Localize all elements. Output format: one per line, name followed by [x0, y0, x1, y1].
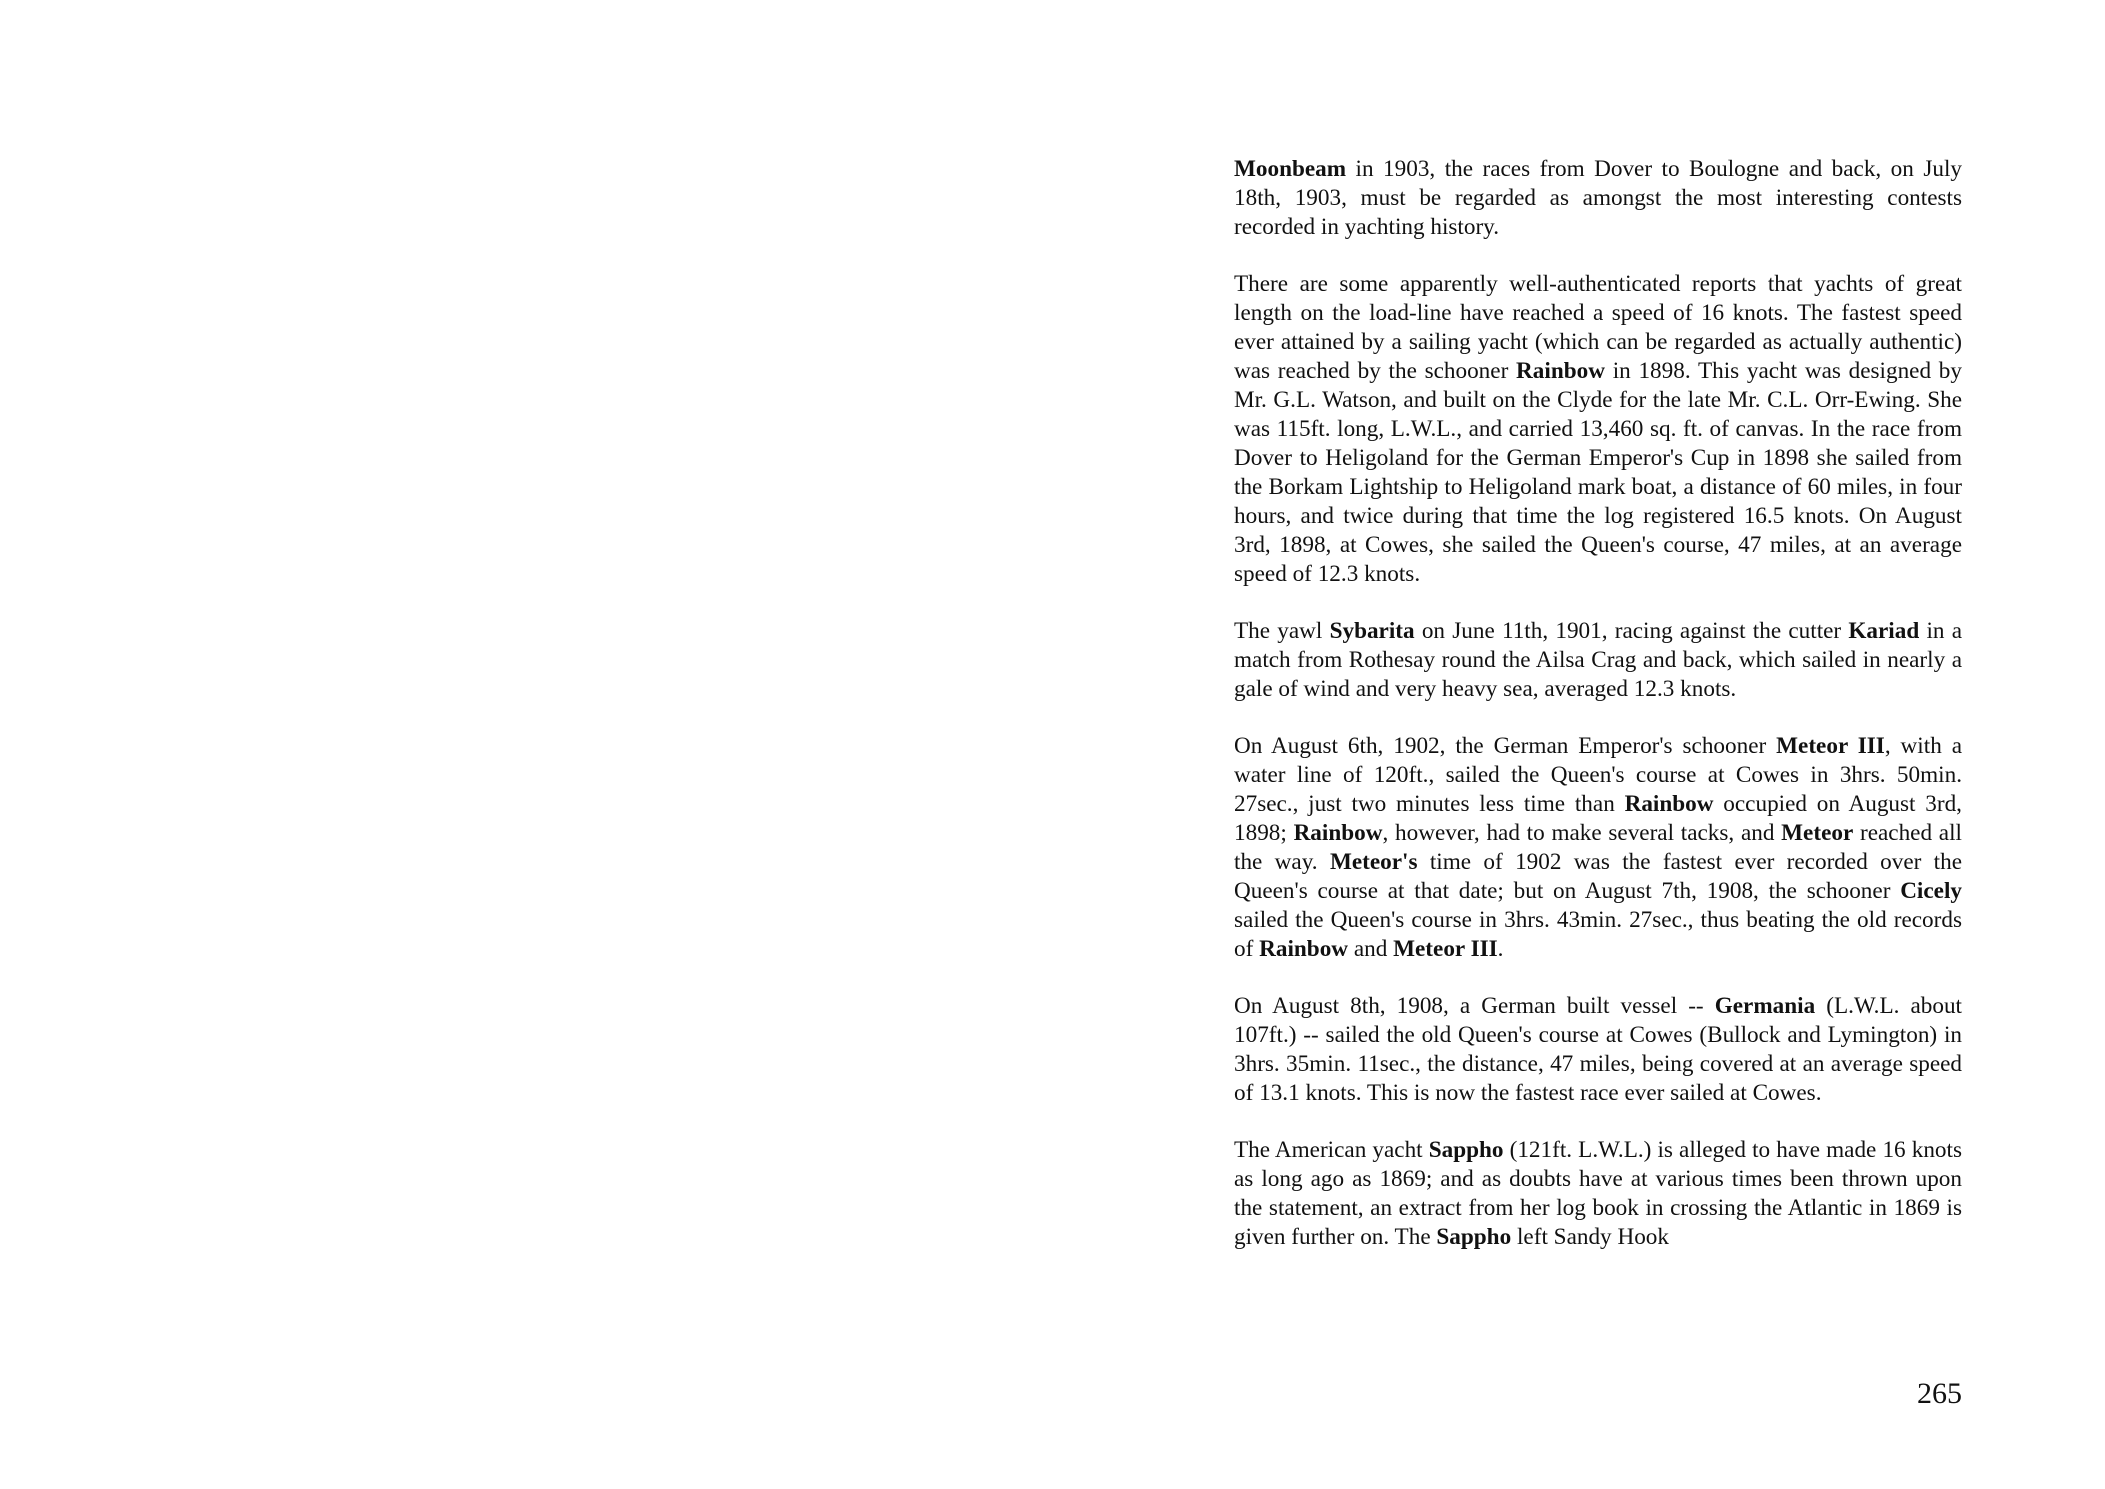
text-run: sailed the Queen's course in 3hrs. 43min. 27sec., thus beating the old records of [1234, 907, 1962, 962]
yacht-name: Cicely [1900, 878, 1962, 904]
yacht-name: Rainbow [1516, 358, 1605, 384]
paragraph-rainbow-speed [1234, 270, 1962, 589]
text-run: in 1898. This yacht was designed by Mr. G.L. Watson, and built on the Clyde for the late Mr. C.L. Orr-Ewing. She was 115ft. long, L.W.L., and carried 13,460 sq. ft. of canvas. In the race from Dover to Heligoland for the German Emperor's Cup in 1898 she sailed from the Borkam Lightship to Heligoland mark boat, a distance of 60 miles, in four hours, and twice during that time the log registered 16.5 knots. On August 3rd, 1898, at Cowes, she sailed the Queen's course, 47 miles, at an average speed of 12.3 knots. [1234, 358, 1962, 587]
text-run: The yawl [1234, 618, 1330, 644]
text-run: On August 6th, 1902, the German Emperor's schooner [1234, 733, 1777, 759]
yacht-name: Rainbow [1293, 820, 1383, 846]
yacht-name: Moonbeam [1234, 156, 1347, 182]
text-run: in a match from Rothesay round the Ailsa Crag and back, which sailed in nearly a gale of wind and very heavy sea, averaged 12.3 knots. [1234, 618, 1963, 702]
text-run: left Sandy Hook [1511, 1224, 1669, 1250]
text-run: On August 8th, 1908, a German built vessel -- [1234, 993, 1715, 1019]
yacht-name: Sybarita [1329, 618, 1415, 644]
body-text-column [1234, 155, 1962, 1252]
yacht-name: Kariad [1848, 618, 1920, 644]
yacht-name: Rainbow [1259, 936, 1349, 962]
yacht-name: Rainbow [1624, 791, 1714, 817]
text-run: (L.W.L. about 107ft.) -- sailed the old Queen's course at Cowes (Bullock and Lymington) in 3hrs. 35min. 11sec., the distance, 47 miles, being covered at an average speed of 13.1 knots. This is now the fastest race ever sailed at Cowes. [1234, 993, 1963, 1106]
text-run: , however, had to make several tacks, and [1382, 820, 1782, 846]
text-run: on June 11th, 1901, racing against the cutter [1414, 618, 1849, 644]
yacht-name: Meteor III [1393, 936, 1498, 962]
yacht-name: Sappho [1436, 1224, 1512, 1250]
yacht-name: Germania [1714, 993, 1816, 1019]
text-run: reached all the way. [1234, 820, 1962, 875]
text-run: The American yacht [1234, 1137, 1429, 1163]
text-run: occupied on August 3rd, 1898; [1234, 791, 1962, 846]
yacht-name: Meteor [1781, 820, 1854, 846]
paragraph-meteor-iii [1234, 732, 1962, 964]
text-run: (121ft. L.W.L.) is alleged to have made 16 knots as long ago as 1869; and as doubts have at various times been thrown upon the statement, an extract from her log book in crossing the Atlantic in 1869 is given further on. The [1234, 1137, 1962, 1250]
text-run: , with a water line of 120ft., sailed the Queen's course at Cowes in 3hrs. 50min. 27sec., just two minutes less time than [1234, 733, 1963, 817]
text-run: time of 1902 was the fastest ever recorded over the Queen's course at that date; but on August 7th, 1908, the schooner [1234, 849, 1963, 904]
yacht-name: Sappho [1428, 1137, 1504, 1163]
paragraph-sybarita [1234, 617, 1962, 704]
paragraph-moonbeam [1234, 155, 1962, 242]
text-run: . [1497, 936, 1504, 962]
text-run: There are some apparently well-authenticated reports that yachts of great length on the load-line have reached a speed of 16 knots. The fastest speed ever attained by a sailing yacht (which can be regarded as actually authentic) was reached by the schooner [1234, 271, 1962, 384]
paragraph-sappho [1234, 1136, 1962, 1252]
text-run: and [1348, 936, 1394, 962]
paragraph-germania [1234, 992, 1962, 1108]
yacht-name: Meteor III [1776, 733, 1885, 759]
page-number: 265 [1917, 1377, 1962, 1410]
yacht-name: Meteor's [1329, 849, 1418, 875]
text-run: in 1903, the races from Dover to Boulogne and back, on July 18th, 1903, must be regarded as amongst the most interesting contests recorded in yachting history. [1234, 156, 1962, 240]
